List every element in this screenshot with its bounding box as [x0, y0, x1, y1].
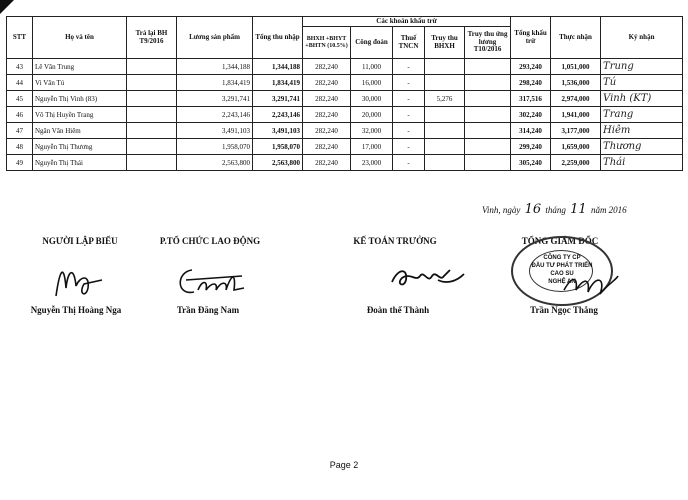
- header-stt: STT: [7, 17, 33, 59]
- cell-adv: [465, 59, 511, 75]
- cell-name: Nguyễn Thị Thái: [33, 155, 127, 171]
- signer-role-preparer: NGƯỜI LẬP BIỂU: [42, 236, 118, 246]
- cell-adv: [465, 123, 511, 139]
- cell-bhxh: [425, 75, 465, 91]
- table-row: [7, 91, 683, 107]
- cell-stt: 48: [7, 139, 33, 155]
- seal-line-4: NGHỆ AN: [548, 279, 576, 285]
- signer-name-labor: Trần Đăng Nam: [176, 305, 240, 315]
- cell-product: 2,563,800: [177, 155, 253, 171]
- cell-total: 2,243,146: [253, 107, 303, 123]
- cell-net: 1,536,000: [551, 75, 601, 91]
- cell-net: 3,177,000: [551, 123, 601, 139]
- cell-total: 3,491,103: [253, 123, 303, 139]
- date-prefix: Vinh, ngày: [482, 205, 521, 215]
- cell-deduct: 298,240: [511, 75, 551, 91]
- cell-back-pay: [127, 91, 177, 107]
- cell-ins: 282,240: [303, 75, 351, 91]
- cell-net: 2,974,000: [551, 91, 601, 107]
- cell-deduct: 293,240: [511, 59, 551, 75]
- header-product-salary: Lương sản phẩm: [177, 17, 253, 59]
- table-row: [7, 139, 683, 155]
- table-row: [7, 75, 683, 91]
- table-row: [7, 123, 683, 139]
- signature-labor: [172, 262, 252, 302]
- cell-back-pay: [127, 59, 177, 75]
- date-month: 11: [570, 202, 587, 217]
- cell-deduct: 317,516: [511, 91, 551, 107]
- cell-sign: Thương: [601, 139, 683, 155]
- cell-ins: 282,240: [303, 91, 351, 107]
- cell-bhxh: [425, 139, 465, 155]
- cell-product: 1,834,419: [177, 75, 253, 91]
- cell-net: 1,051,000: [551, 59, 601, 75]
- signature-preparer: [50, 258, 110, 304]
- cell-sign: Vinh (KT): [601, 91, 683, 107]
- cell-net: 1,941,000: [551, 107, 601, 123]
- table-row: [7, 107, 683, 123]
- cell-back-pay: [127, 107, 177, 123]
- cell-deduct: 305,240: [511, 155, 551, 171]
- cell-back-pay: [127, 139, 177, 155]
- cell-adv: [465, 155, 511, 171]
- header-bhxh-recover: Truy thu BHXH: [425, 27, 465, 59]
- header-net: Thực nhận: [551, 17, 601, 59]
- cell-tax: -: [393, 107, 425, 123]
- cell-sign: Trung: [601, 59, 683, 75]
- header-insurance: BHXH +BHYT +BHTN (10.5%): [303, 27, 351, 59]
- cell-stt: 47: [7, 123, 33, 139]
- seal-line-3: CAO SU: [550, 271, 574, 277]
- cell-union: 20,000: [351, 107, 393, 123]
- scan-corner-mark: [0, 0, 14, 14]
- cell-ins: 282,240: [303, 59, 351, 75]
- document-date: [482, 202, 627, 217]
- cell-net: 2,259,000: [551, 155, 601, 171]
- header-advance-recover: Truy thu ứng lương T10/2016: [465, 27, 511, 59]
- cell-ins: 282,240: [303, 123, 351, 139]
- cell-union: 11,000: [351, 59, 393, 75]
- seal-line-2: ĐẦU TƯ PHÁT TRIỂN: [531, 263, 593, 269]
- cell-name: Nguyễn Thị Thương: [33, 139, 127, 155]
- cell-ins: 282,240: [303, 155, 351, 171]
- header-signature: Ký nhận: [601, 17, 683, 59]
- cell-sign: Tú: [601, 75, 683, 91]
- header-union: Công đoàn: [351, 27, 393, 59]
- header-back-pay: Trả lại BH T9/2016: [127, 17, 177, 59]
- cell-stt: 46: [7, 107, 33, 123]
- cell-ins: 282,240: [303, 107, 351, 123]
- cell-total: 1,958,070: [253, 139, 303, 155]
- cell-total: 2,563,800: [253, 155, 303, 171]
- cell-product: 2,243,146: [177, 107, 253, 123]
- payroll-table: [6, 16, 683, 171]
- cell-union: 17,000: [351, 139, 393, 155]
- cell-sign: Trang: [601, 107, 683, 123]
- cell-deduct: 302,240: [511, 107, 551, 123]
- cell-tax: -: [393, 139, 425, 155]
- cell-bhxh: [425, 155, 465, 171]
- cell-bhxh: [425, 59, 465, 75]
- table-row: [7, 155, 683, 171]
- cell-adv: [465, 75, 511, 91]
- signer-role-director: TỔNG GIÁM ĐỐC: [521, 236, 599, 246]
- cell-product: 1,958,070: [177, 139, 253, 155]
- cell-tax: -: [393, 59, 425, 75]
- cell-tax: -: [393, 123, 425, 139]
- page-number: Page 2: [329, 460, 359, 470]
- cell-sign: Hiêm: [601, 123, 683, 139]
- cell-bhxh: 5,276: [425, 91, 465, 107]
- cell-name: Lê Văn Trung: [33, 59, 127, 75]
- cell-bhxh: [425, 123, 465, 139]
- header-name: Họ và tên: [33, 17, 127, 59]
- cell-total: 3,291,741: [253, 91, 303, 107]
- cell-name: Nguyễn Thị Vinh (83): [33, 91, 127, 107]
- header-total-deduction: Tổng khấu trừ: [511, 17, 551, 59]
- cell-ins: 282,240: [303, 139, 351, 155]
- cell-deduct: 314,240: [511, 123, 551, 139]
- date-year: năm 2016: [590, 205, 627, 215]
- cell-back-pay: [127, 123, 177, 139]
- cell-back-pay: [127, 155, 177, 171]
- cell-deduct: 299,240: [511, 139, 551, 155]
- cell-product: 1,344,188: [177, 59, 253, 75]
- signer-name-preparer: Nguyễn Thị Hoàng Nga: [30, 305, 122, 315]
- signer-role-accountant: KẾ TOÁN TRƯỞNG: [353, 236, 437, 246]
- cell-total: 1,344,188: [253, 59, 303, 75]
- cell-adv: [465, 91, 511, 107]
- cell-name: Vi Văn Tú: [33, 75, 127, 91]
- header-tax: Thuế TNCN: [393, 27, 425, 59]
- cell-stt: 43: [7, 59, 33, 75]
- header-total-income: Tổng thu nhập: [253, 17, 303, 59]
- cell-stt: 49: [7, 155, 33, 171]
- cell-union: 23,000: [351, 155, 393, 171]
- cell-tax: -: [393, 75, 425, 91]
- cell-tax: -: [393, 155, 425, 171]
- cell-back-pay: [127, 75, 177, 91]
- date-day: 16: [524, 202, 542, 217]
- cell-stt: 44: [7, 75, 33, 91]
- cell-adv: [465, 139, 511, 155]
- table-row: [7, 59, 683, 75]
- signature-director: [560, 268, 620, 302]
- signer-name-accountant: Đoàn thế Thành: [366, 305, 430, 315]
- cell-adv: [465, 107, 511, 123]
- cell-union: 16,000: [351, 75, 393, 91]
- cell-product: 3,291,741: [177, 91, 253, 107]
- cell-total: 1,834,419: [253, 75, 303, 91]
- cell-product: 3,491,103: [177, 123, 253, 139]
- cell-bhxh: [425, 107, 465, 123]
- date-month-word: tháng: [545, 205, 566, 215]
- cell-net: 1,659,000: [551, 139, 601, 155]
- header-deductions-group: Các khoản khấu trừ: [303, 17, 511, 27]
- signer-name-director: Trần Ngọc Thắng: [530, 305, 598, 315]
- cell-union: 30,000: [351, 91, 393, 107]
- cell-name: Ngân Văn Hiêm: [33, 123, 127, 139]
- cell-name: Võ Thị Huyền Trang: [33, 107, 127, 123]
- cell-sign: Thái: [601, 155, 683, 171]
- cell-stt: 45: [7, 91, 33, 107]
- seal-line-1: CÔNG TY CP: [543, 255, 581, 261]
- signature-accountant: [388, 262, 468, 292]
- cell-union: 32,000: [351, 123, 393, 139]
- cell-tax: -: [393, 91, 425, 107]
- signer-role-labor: P.TỔ CHỨC LAO ĐỘNG: [159, 236, 261, 246]
